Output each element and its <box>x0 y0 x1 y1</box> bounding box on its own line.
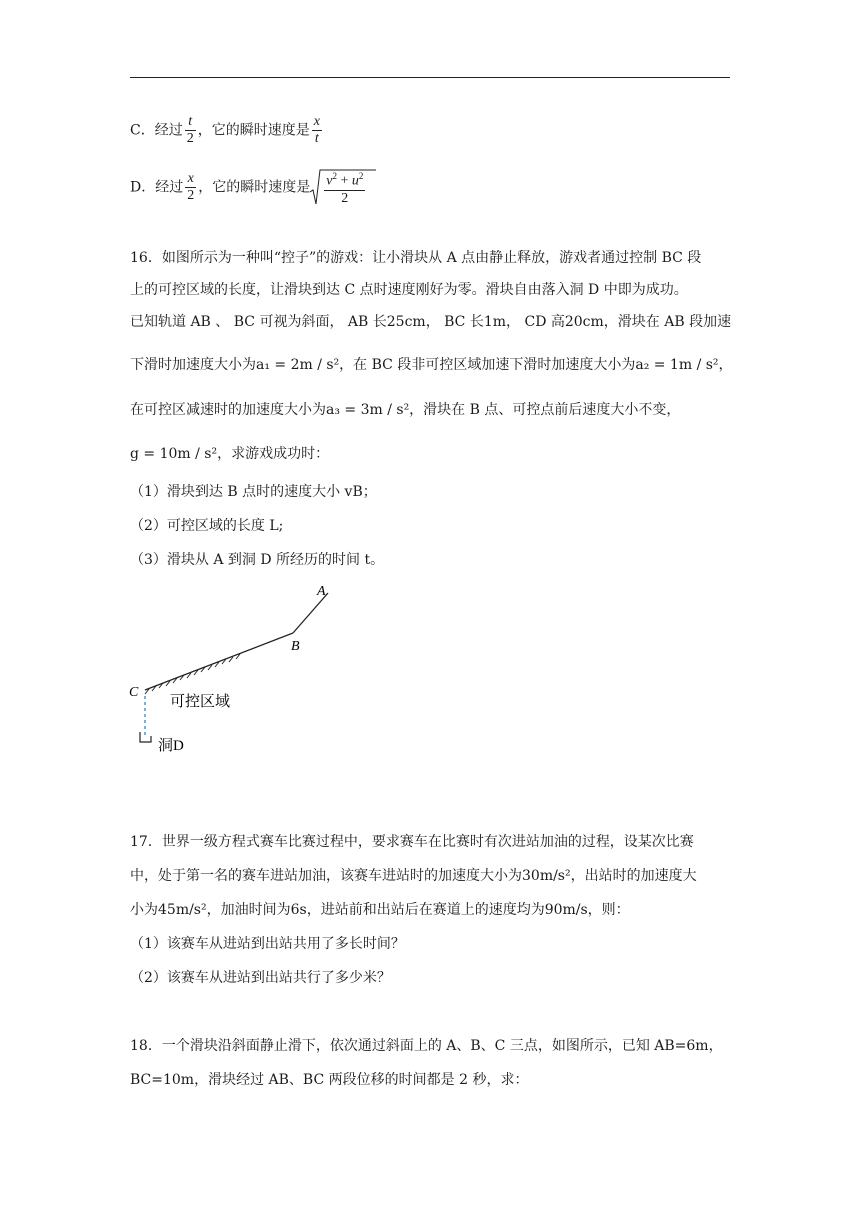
q16-sub-3: （3）滑块从 A 到洞 D 所经历的时间 t。 <box>130 552 385 568</box>
option-c: C．经过 $\frac{t}{2}$ ，它的瞬时速度是 $\frac{x}{t}$ <box>130 114 320 146</box>
track-ab <box>293 593 328 633</box>
header-rule <box>130 77 730 78</box>
incline-diagram <box>125 578 365 758</box>
q17-line-1: 17．世界一级方程式赛车比赛过程中，要求赛车在比赛时有次进站加油的过程，设某次比赛 <box>130 834 694 850</box>
q16-line-2: 上的可控区域的长度，让滑块到达 C 点时速度刚好为零。滑块自由落入洞 D 中即为成功。 <box>130 282 688 298</box>
label-hole-d: 洞D <box>158 738 184 754</box>
q18-line-2: BC=10m，滑块经过 AB、BC 两段位移的时间都是 2 秒，求： <box>130 1072 529 1088</box>
track-bc <box>145 633 293 690</box>
q16-line-4: 下滑时加速度大小为a₁ = 2m / s²，在 BC 段非可控区域加速下滑时加速度大小为a₂ = 1m / s²， <box>130 357 733 373</box>
label-a: A <box>317 584 326 599</box>
q17-sub-2: （2）该赛车从进站到出站共行了多少米？ <box>130 970 391 986</box>
q17-line-2: 中，处于第一名的赛车进站加油，该赛车进站时的加速度大小为30m/s²，出站时的加速度大 <box>130 868 697 884</box>
q16-line-6: g = 10m / s²，求游戏成功时： <box>130 446 330 462</box>
q18-line-1: 18．一个滑块沿斜面静止滑下，依次通过斜面上的 A、B、C 三点，如图所示，已知 AB=6m， <box>130 1038 723 1054</box>
q16-line-1: 16．如图所示为一种叫“控子”的游戏：让小滑块从 A 点由静止释放，游戏者通过控制 BC 段 <box>130 250 702 266</box>
label-c: C <box>129 685 139 700</box>
q17-line-3: 小为45m/s²，加油时间为6s，进站前和出站后在赛道上的速度均为90m/s，则： <box>130 902 630 918</box>
label-controllable-zone: 可控区域 <box>170 694 231 710</box>
q16-line-5: 在可控区减速时的加速度大小为a₃ = 3m / s²，滑块在 B 点、可控点前后速度大小不变， <box>130 402 681 418</box>
q16-sub-1: （1）滑块到达 B 点时的速度大小 vB； <box>130 484 377 500</box>
q17-sub-1: （1）该赛车从进站到出站共用了多长时间？ <box>130 936 405 952</box>
fraction-t-over-2: $\frac{t}{2}$ <box>186 114 194 146</box>
label-b: B <box>291 639 300 654</box>
sqrt-expression: $\frac{v^2 + u^2}{2}$ <box>310 168 367 207</box>
option-d: D．经过 $\frac{x}{2}$ ，它的瞬时速度是 $\frac{v^2 + u^2}{2}$ <box>130 168 367 207</box>
controllable-zone-hatching <box>145 654 240 694</box>
q16-sub-2: （2）可控区域的长度 L; <box>130 518 284 534</box>
fraction-x-over-2: $\frac{x}{2}$ <box>187 170 195 203</box>
q16-line-3: 已知轨道 AB 、 BC 可视为斜面， AB 长25cm， BC 长1m， CD 高20cm，滑块在 AB 段加速 <box>130 314 732 330</box>
fraction-x-over-t: $\frac{x}{t}$ <box>313 114 320 146</box>
